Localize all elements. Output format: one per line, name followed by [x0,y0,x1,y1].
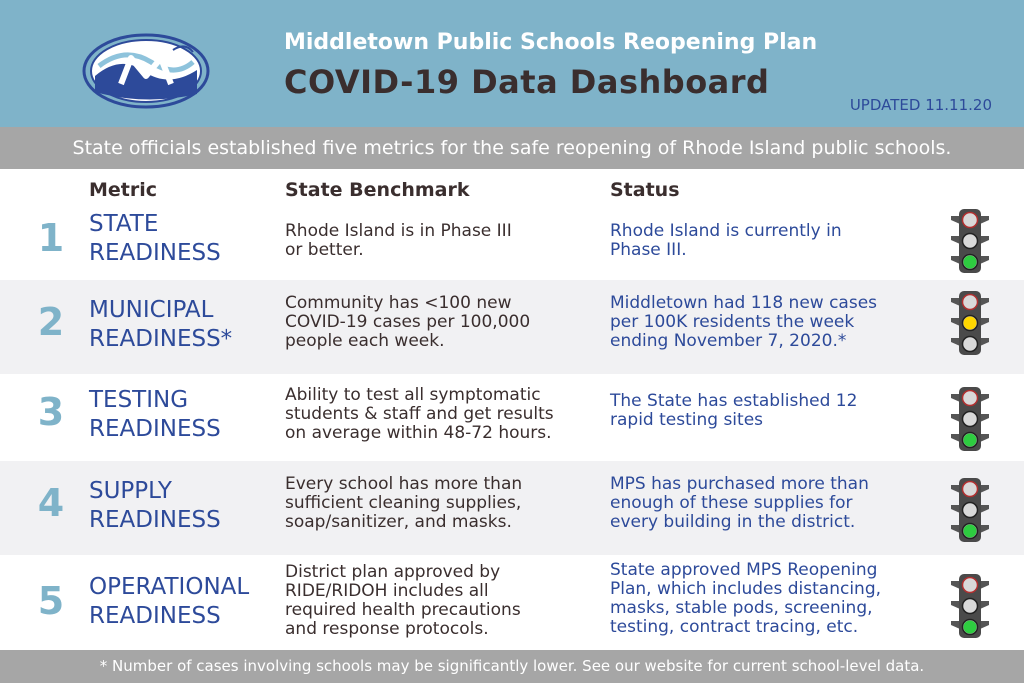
table-row [0,374,1024,461]
column-header-metric: Metric [89,179,158,201]
column-header-status: Status [610,179,680,201]
footnote: * Number of cases involving schools may be significantly lower. See our website for current school-level data. [0,650,1024,683]
metric-name: MUNICIPAL READINESS* [89,297,233,352]
status-text: Rhode Island is currently in Phase III. [610,221,842,260]
benchmark-text: Rhode Island is in Phase III or better. [285,221,512,260]
metric-number: 2 [37,300,65,344]
metric-name: SUPPLY READINESS [89,478,221,533]
traffic-light-icon [948,208,992,274]
intro-banner: State officials established five metrics for the safe reopening of Rhode Island public schools. [0,127,1024,169]
table-row [0,280,1024,374]
table-row [0,202,1024,280]
metric-number: 3 [37,390,65,434]
traffic-light-icon [948,386,992,452]
plan-subtitle: Middletown Public Schools Reopening Plan [284,30,818,55]
traffic-light-icon [948,290,992,356]
traffic-light-icon [948,477,992,543]
metric-number: 5 [37,579,65,623]
metric-number: 4 [37,481,65,525]
metric-name: TESTING READINESS [89,387,221,442]
traffic-light-icon [948,573,992,639]
table-row [0,461,1024,555]
district-logo [81,32,211,110]
table-row [0,555,1024,650]
column-header-benchmark: State Benchmark [285,179,470,201]
metric-name: STATE READINESS [89,211,221,266]
status-text: The State has established 12 rapid testing sites [610,391,858,430]
metric-number: 1 [37,216,65,260]
benchmark-text: Ability to test all symptomatic students & staff and get results on average within 48-72 hours. [285,385,554,443]
status-text: State approved MPS Reopening Plan, which includes distancing, masks, stable pods, screening, testing, contract tracing, etc. [610,560,882,637]
updated-date: UPDATED 11.11.20 [849,96,992,114]
metric-name: OPERATIONAL READINESS [89,574,250,629]
benchmark-text: Community has <100 new COVID-19 cases per 100,000 people each week. [285,293,531,351]
status-text: Middletown had 118 new cases per 100K residents the week ending November 7, 2020.* [610,293,878,351]
header-banner [0,0,1024,127]
status-text: MPS has purchased more than enough of these supplies for every building in the district. [610,474,869,532]
benchmark-text: Every school has more than sufficient cleaning supplies, soap/sanitizer, and masks. [285,474,523,532]
page-title: COVID-19 Data Dashboard [284,63,770,101]
benchmark-text: District plan approved by RIDE/RIDOH includes all required health precautions and response protocols. [285,562,521,639]
